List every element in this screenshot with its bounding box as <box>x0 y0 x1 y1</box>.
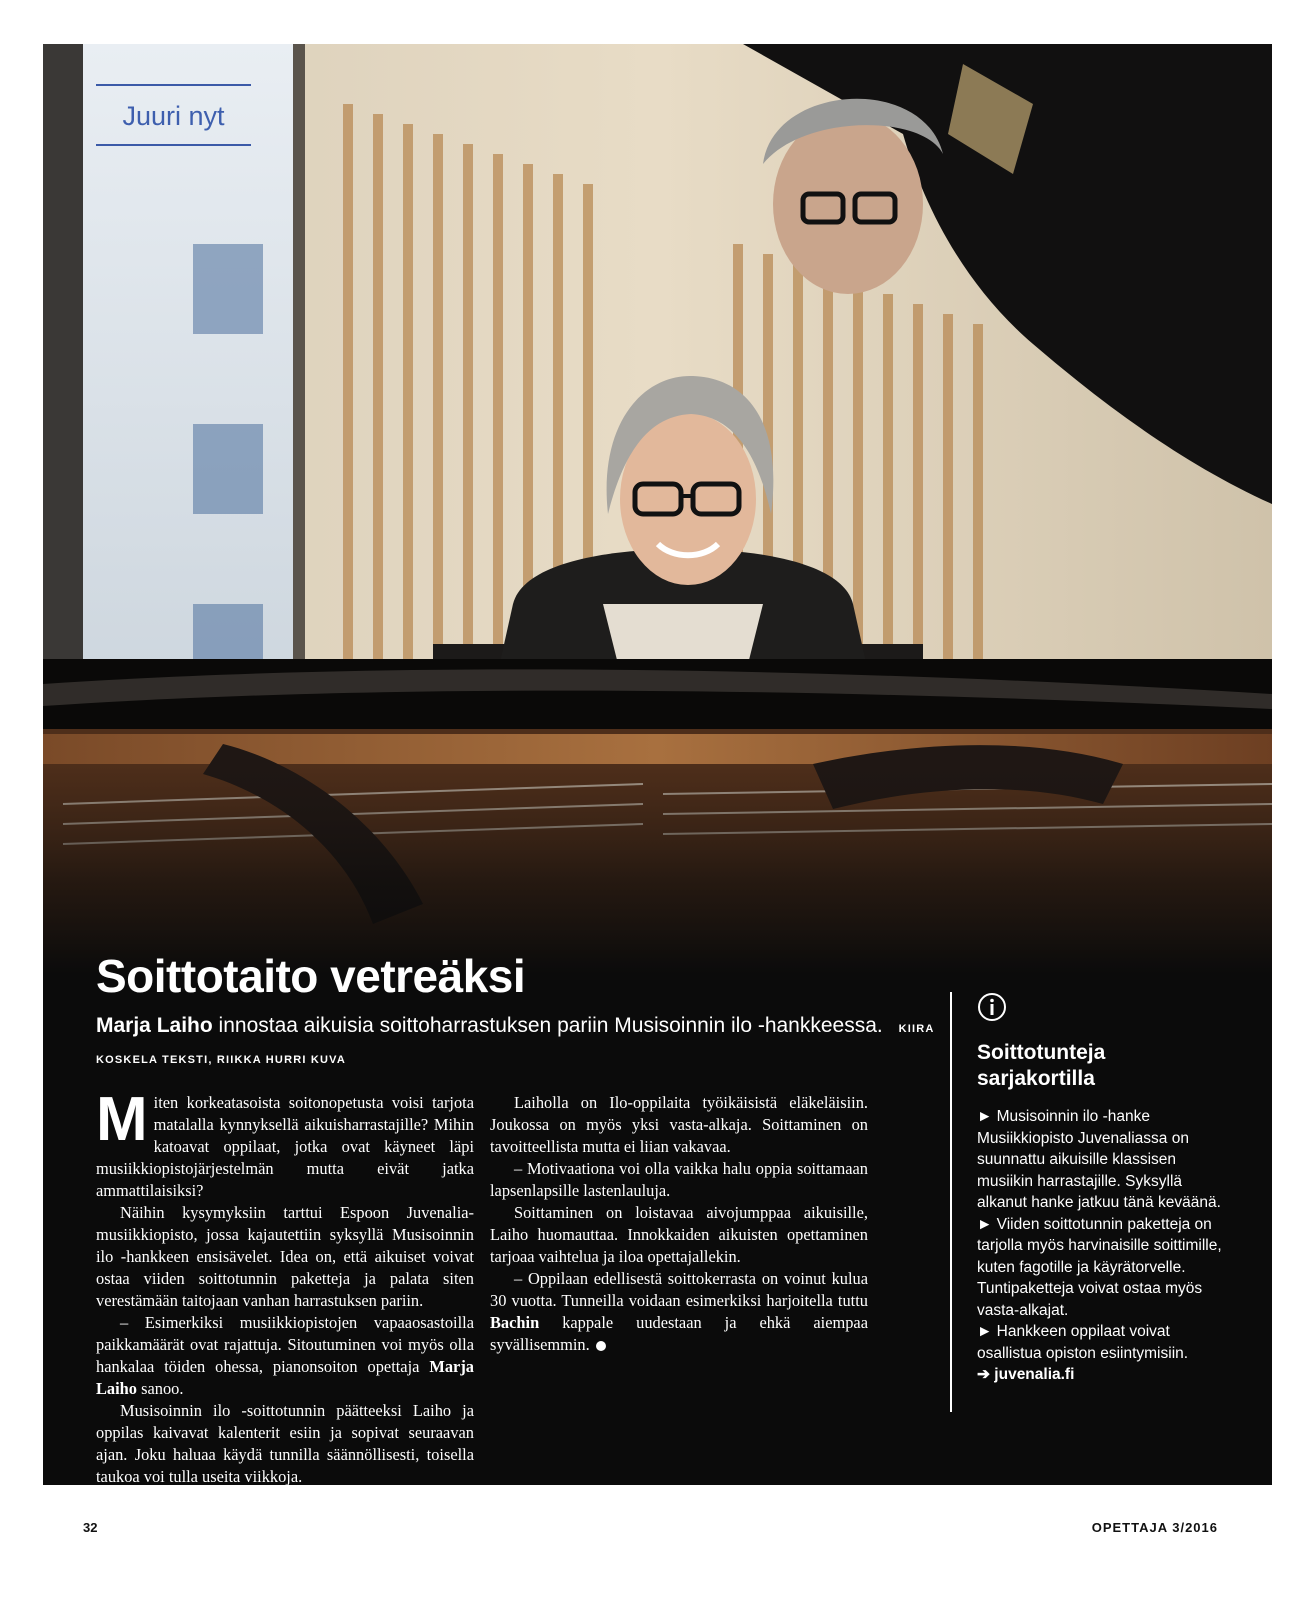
lead-name: Marja Laiho <box>96 1014 213 1037</box>
body-paragraph: – Oppilaan edellisestä soittokerrasta on voinut kulua 30 vuotta. Tunneilla voidaan esimerkiksi harjoitella tuttu Bachin kappale uudestaan ja ehkä aiempaa syvällisemmin. <box>490 1269 868 1354</box>
body-column-2 <box>490 1092 868 1356</box>
article-headline: Soittotaito vetreäksi <box>96 950 526 1002</box>
info-sidebar <box>977 992 1227 1386</box>
section-label: Juuri nyt <box>96 84 251 146</box>
byline-credit: KIIRA KOSKELA TEKSTI, RIIKKA HURRI KUVA <box>96 1023 935 1066</box>
page-number: 32 <box>83 1520 98 1535</box>
sidebar-title: Soittotunteja sarjakortilla <box>977 1041 1106 1090</box>
body-paragraph: Musisoinnin ilo -soittotunnin päätteeksi Laiho ja oppilas kaivavat kalenterit esiin ja sopivat seuraavan ajan. Joku haluaa käydä tunnilla säännöllisesti, toisella taukoa voi tulla useita viikkoja. <box>96 1401 474 1485</box>
sidebar-link[interactable]: ➔ juvenalia.fi <box>977 1366 1075 1383</box>
end-mark-icon <box>596 1341 606 1351</box>
body-paragraph: Soittaminen on loistavaa aivojumppaa aikuisille, Laiho huomauttaa. Innokkaiden aikuisten opettaminen tarjoaa vaihtelua ja iloa opettajallekin. <box>490 1203 868 1266</box>
lead-text: innostaa aikuisia soittoharrastuksen pariin Musisoinnin ilo -hankkeessa. <box>218 1014 883 1037</box>
sidebar-divider <box>950 992 952 1412</box>
sidebar-bullet: ► Hankkeen oppilaat voivat osallistua opiston esiintymisiin. <box>977 1323 1189 1362</box>
person-name: Marja Laiho <box>96 1357 474 1398</box>
drop-cap: M <box>96 1085 148 1154</box>
article-lead <box>96 1012 936 1074</box>
body-paragraph: Miten korkeatasoista soitonopetusta voisi tarjota matalalla kynnyksellä aikuisharrastajille? Mihin katoavat oppilaat, jotka ovat käyneet läpi musiikkiopistojärjestelmän mutta eivät jatka ammattilaisiksi? <box>96 1085 474 1200</box>
body-paragraph: Näihin kysymyksiin tarttui Espoon Juvenalia-musiikkiopisto, jossa kajautettiin syksyllä Musisoinnin ilo -hankkeen ensisävelet. Idea on, että aikuiset voivat ostaa viiden soittotunnin paketteja ja palata siten verestämään taitojaan vanhan harrastuksen pariin. <box>96 1203 474 1310</box>
article-panel <box>43 44 1272 1485</box>
sidebar-bullet: ► Musisoinnin ilo -hanke Musiikkiopisto Juvenaliassa on suunnattu aikuisille klassisen musiikin harrastajille. Syksyllä alkanut hanke jatkuu tänä keväänä. <box>977 1108 1221 1211</box>
info-icon <box>977 992 1007 1022</box>
body-paragraph: Laiholla on Ilo-oppilaita työikäisistä eläkeläisiin. Joukossa on myös yksi vasta-alkaja. Soittaminen on tavoitteellista mutta ei liian vakavaa. <box>490 1093 868 1156</box>
body-paragraph: – Motivaationa voi olla vaikka halu oppia soittamaan lapsenlapsille lastenlauluja. <box>490 1159 868 1200</box>
body-paragraph: – Esimerkiksi musiikkiopistojen vapaaosastoilla paikkamäärät ovat rajattuja. Sitoutuminen voi myös olla hankalaa töiden ohessa, pianonsoiton opettaja Marja Laiho sanoo. <box>96 1313 474 1398</box>
issue-label: OPETTAJA 3/2016 <box>1091 1520 1218 1535</box>
body-column-1 <box>96 1085 474 1485</box>
article-photo <box>43 44 1272 974</box>
composer-name: Bachin <box>490 1313 540 1332</box>
sidebar-bullet: ► Viiden soittotunnin paketteja on tarjolla myös harvinaisille soittimille, kuten fagotille ja käyrätorvelle. Tuntipaketteja voivat ostaa myös vasta-alkajat. <box>977 1215 1222 1319</box>
